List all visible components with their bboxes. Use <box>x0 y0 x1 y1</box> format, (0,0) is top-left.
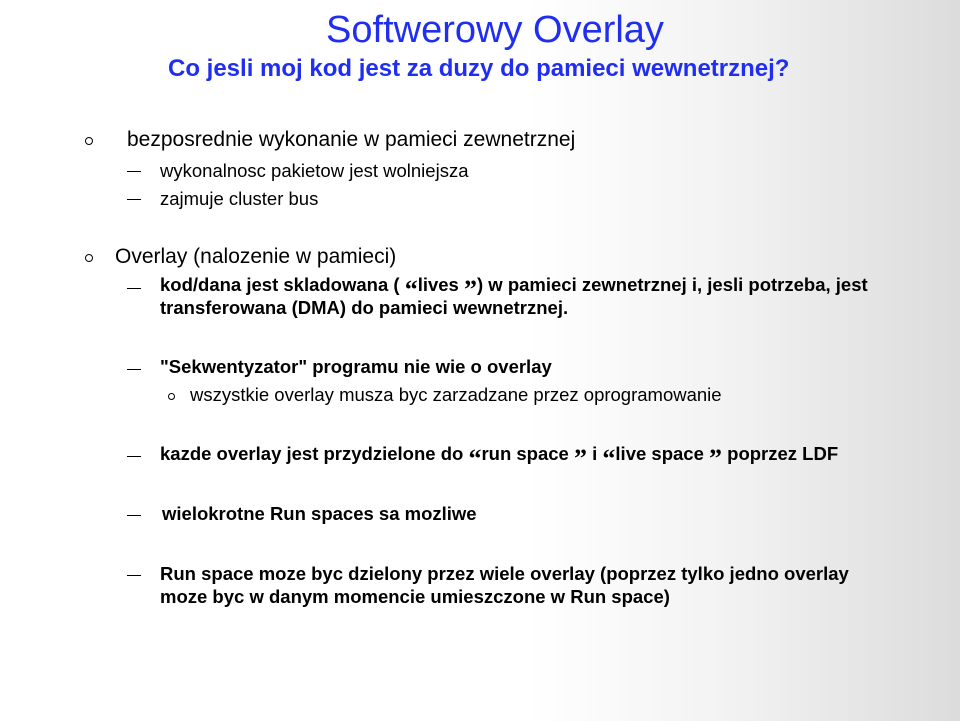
dash-icon <box>127 575 141 576</box>
dash-icon <box>127 199 141 200</box>
item-shared-run-space: Run space moze byc dzielony przez wiele overlay (poprzez tylko jedno overlay <box>160 563 849 584</box>
item-multiple-run-spaces: wielokrotne Run spaces sa mozliwe <box>162 503 477 524</box>
slide-title: Softwerowy Overlay <box>326 9 664 51</box>
item-cluster-bus: zajmuje cluster bus <box>160 188 319 209</box>
item-shared-run-space-line2: moze byc w danym momencie umieszczone w Run space) <box>160 586 670 607</box>
item-stored-code-line2: transferowana (DMA) do pamieci wewnetrznej. <box>160 297 569 318</box>
bullet-overlay: Overlay (nalozenie w pamieci) <box>115 245 397 268</box>
item-stored-code: kod/dana jest skladowana ( “lives ”) w pamieci zewnetrznej i, jesli potrzeba, jest <box>160 274 868 304</box>
item-run-live-space: kazde overlay jest przydzielone do “run space ” i “live space ” poprzez LDF <box>160 443 839 473</box>
dash-icon <box>127 456 141 457</box>
slide-subtitle: Co jesli moj kod jest za duzy do pamieci wewnetrznej? <box>168 55 790 82</box>
dash-icon <box>127 171 141 172</box>
bullet-icon <box>85 137 93 145</box>
dash-icon <box>127 515 141 516</box>
item-sequencer: "Sekwentyzator" programu nie wie o overlay <box>160 356 552 377</box>
dash-icon <box>127 288 141 289</box>
bullet-direct-execution: bezposrednie wykonanie w pamieci zewnetrznej <box>127 128 576 151</box>
bullet-icon <box>168 393 175 400</box>
bullet-icon <box>85 254 93 262</box>
dash-icon <box>127 369 141 370</box>
item-slower-execution: wykonalnosc pakietow jest wolniejsza <box>160 160 469 181</box>
item-software-managed: wszystkie overlay musza byc zarzadzane przez oprogramowanie <box>190 384 722 405</box>
